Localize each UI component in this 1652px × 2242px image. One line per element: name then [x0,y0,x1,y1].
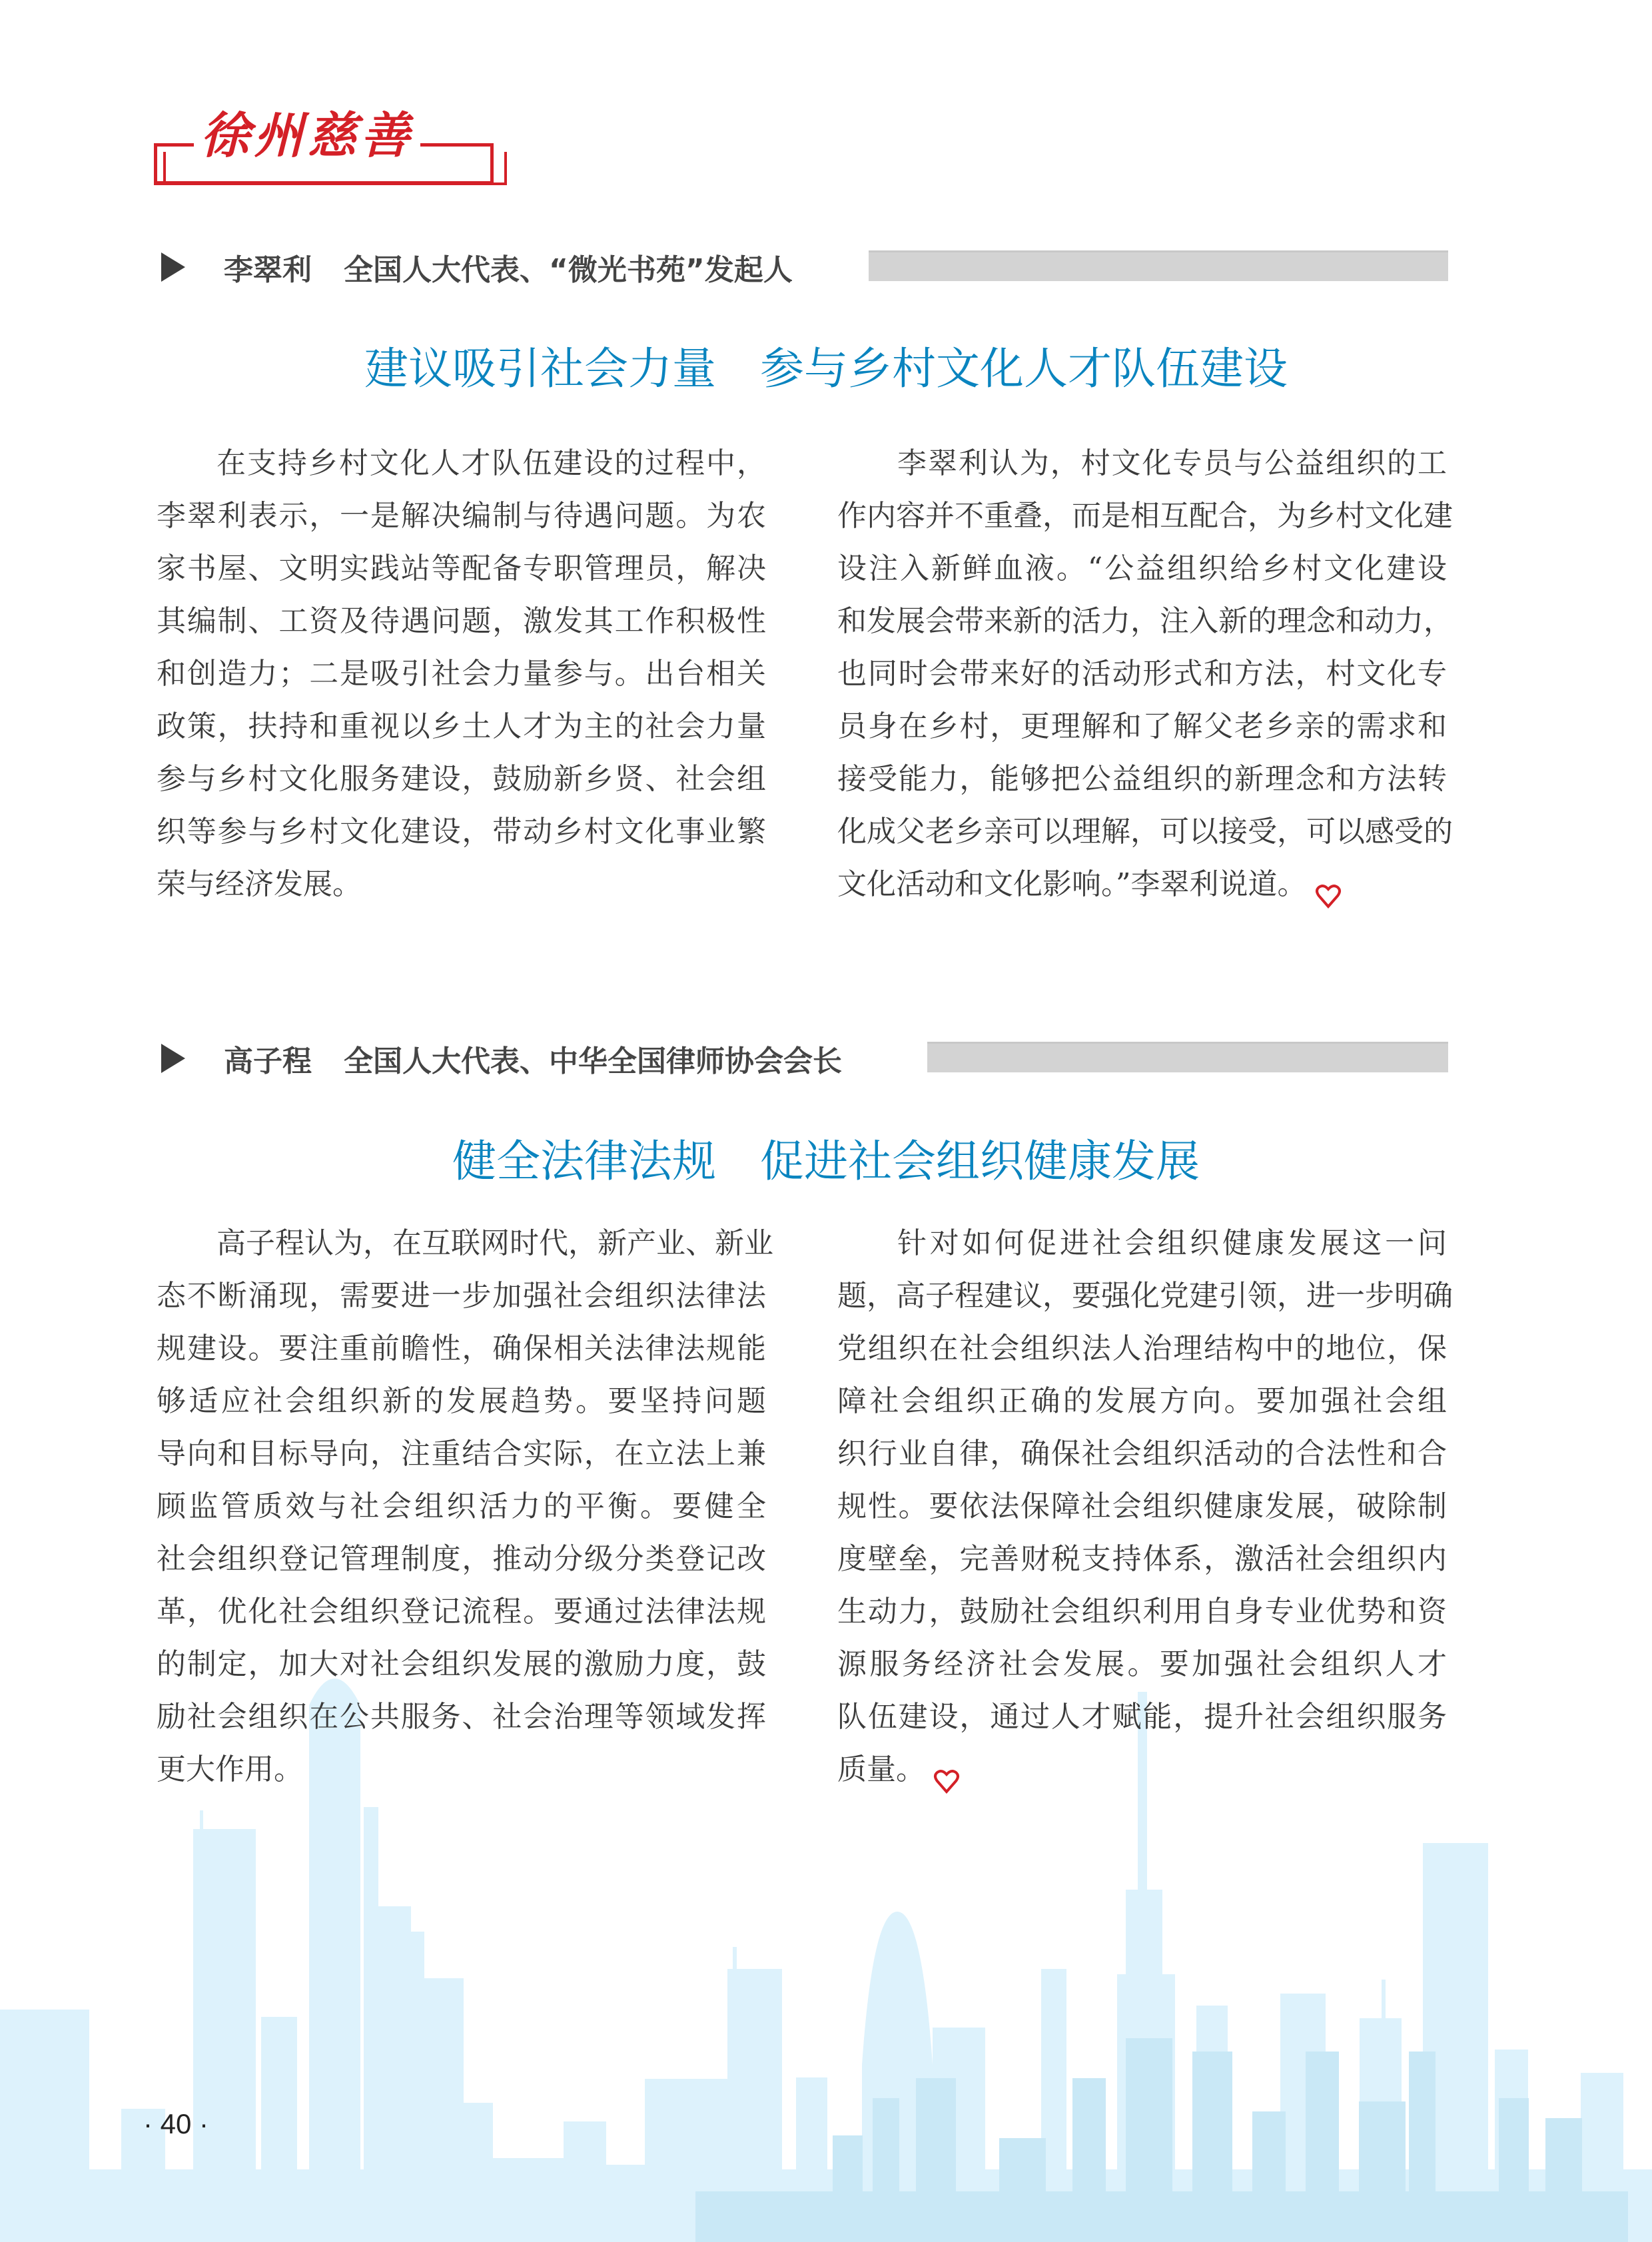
line-text: 革，优化社会组织登记流程。要通过法律法规 [157,1595,766,1629]
person-role: 全国人大代表、“微光书苑”发起人 [344,253,793,287]
paragraph-line [837,1480,1447,1533]
line-text: 化成父老乡亲可以理解，可以接受，可以感受的 [837,815,1453,849]
section-1-right-column [837,437,1453,911]
line-text: 规性。要依法保障社会组织健康发展，破除制 [837,1489,1447,1523]
line-text: 和创造力；二是吸引社会力量参与。出台相关 [157,657,766,691]
person-name: 李翠利 [224,253,312,287]
line-text: 在支持乡村文化人才队伍建设的过程中， [216,446,766,480]
line-text: 源服务经济社会发展。要加强社会组织人才 [837,1647,1447,1681]
paragraph-line [837,1743,1447,1796]
paragraph-line [837,647,1447,700]
paragraph-line [837,805,1453,858]
paragraph-line [157,1743,766,1796]
paragraph-line [837,1427,1447,1480]
line-text: 度壁垒，完善财税支持体系，激活社会组织内 [837,1542,1447,1576]
paragraph-line [157,490,766,542]
line-text: 政策，扶持和重视以乡土人才为主的社会力量 [157,709,766,743]
line-text: 质量。 [837,1752,925,1786]
person-role: 全国人大代表、中华全国律师协会会长 [344,1044,842,1078]
heart-end-icon [933,1758,960,1785]
magazine-logo [154,107,502,185]
paragraph-line [837,1217,1447,1270]
paragraph-line [837,700,1447,753]
person-name: 高子程 [224,1044,312,1078]
line-text: 文化活动和文化影响。”李翠利说道。 [837,867,1307,901]
line-text: 题，高子程建议，要强化党建引领，进一步明确 [837,1279,1453,1313]
paragraph-line [157,595,766,647]
section-2-title: 健全法律法规 促进社会组织健康发展 [452,1136,1200,1187]
line-text: 的制定，加大对社会组织发展的激励力度，鼓 [157,1647,766,1681]
line-text: 荣与经济发展。 [157,867,362,901]
section-1-header [161,251,793,287]
paragraph-line [157,1690,766,1743]
line-text: 社会组织登记管理制度，推动分级分类登记改 [157,1542,766,1576]
line-text: 李翠利表示，一是解决编制与待遇问题。为农 [157,499,766,533]
play-triangle-icon [161,252,185,282]
line-text: 其编制、工资及待遇问题，激发其工作积极性 [157,604,766,638]
paragraph-line [837,1270,1453,1322]
paragraph-line [157,1427,766,1480]
paragraph-line [157,1585,766,1638]
paragraph-line [157,1638,766,1690]
line-text: 顾监管质效与社会组织活力的平衡。要健全 [157,1489,766,1523]
paragraph-line [837,437,1447,490]
paragraph-line [157,437,766,490]
page-number: · 40 · [143,2108,209,2139]
header-divider-bar [927,1042,1448,1072]
paragraph-line [157,1270,766,1322]
line-text: 参与乡村文化服务建设，鼓励新乡贤、社会组 [157,762,766,796]
play-triangle-icon [161,1044,185,1073]
paragraph-line [837,1533,1447,1585]
section-1-title: 建议吸引社会力量 参与乡村文化人才队伍建设 [364,343,1288,394]
line-text: 更大作用。 [157,1752,303,1786]
line-text: 和发展会带来新的活力，注入新的理念和动力， [837,604,1453,638]
heart-end-icon [1315,873,1342,900]
paragraph-line [837,595,1453,647]
section-2-right-column [837,1217,1453,1796]
line-text: 励社会组织在公共服务、社会治理等领域发挥 [157,1700,766,1734]
line-text: 态不断涌现，需要进一步加强社会组织法律法 [157,1279,766,1313]
line-text: 党组织在社会组织法人治理结构中的地位，保 [837,1331,1447,1365]
paragraph-line [157,858,766,911]
paragraph-line [157,1217,773,1270]
line-text: 生动力，鼓励社会组织利用自身专业优势和资 [837,1595,1447,1629]
paragraph-line [837,858,1447,911]
paragraph-line [837,753,1447,805]
line-text: 家书屋、文明实践站等配备专职管理员，解决 [157,552,766,585]
line-text: 导向和目标导向，注重结合实际，在立法上兼 [157,1437,766,1471]
line-text: 够适应社会组织新的发展趋势。要坚持问题 [157,1384,766,1418]
line-text: 设注入新鲜血液。“公益组织给乡村文化建设 [837,552,1447,585]
logo-text: 徐州慈善 [194,103,420,169]
paragraph-line [157,1322,766,1375]
line-text: 针对如何促进社会组织健康发展这一问 [897,1226,1447,1260]
line-text: 高子程认为，在互联网时代，新产业、新业 [216,1226,773,1260]
paragraph-line [837,1375,1447,1427]
header-divider-bar [869,250,1448,281]
paragraph-line [157,1480,766,1533]
section-1-left-column [157,437,766,911]
paragraph-line [157,753,766,805]
paragraph-line [157,700,766,753]
line-text: 织等参与乡村文化建设，带动乡村文化事业繁 [157,815,766,849]
line-text: 作内容并不重叠，而是相互配合，为乡村文化建 [837,499,1453,533]
paragraph-line [837,1690,1447,1743]
paragraph-line [157,647,766,700]
paragraph-line [157,1375,766,1427]
paragraph-line [157,1533,766,1585]
line-text: 织行业自律，确保社会组织活动的合法性和合 [837,1437,1447,1471]
paragraph-line [837,1322,1447,1375]
paragraph-line [837,1585,1447,1638]
line-text: 队伍建设，通过人才赋能，提升社会组织服务 [837,1700,1447,1734]
paragraph-line [837,542,1447,595]
line-text: 也同时会带来好的活动形式和方法，村文化专 [837,657,1447,691]
paragraph-line [837,490,1453,542]
line-text: 李翠利认为，村文化专员与公益组织的工 [897,446,1447,480]
paragraph-line [157,542,766,595]
paragraph-line [157,805,766,858]
line-text: 员身在乡村，更理解和了解父老乡亲的需求和 [837,709,1447,743]
section-2-header [161,1042,842,1078]
line-text: 接受能力，能够把公益组织的新理念和方法转 [837,762,1447,796]
line-text: 障社会组织正确的发展方向。要加强社会组 [837,1384,1447,1418]
section-2-left-column [157,1217,773,1796]
paragraph-line [837,1638,1447,1690]
line-text: 规建设。要注重前瞻性，确保相关法律法规能 [157,1331,766,1365]
